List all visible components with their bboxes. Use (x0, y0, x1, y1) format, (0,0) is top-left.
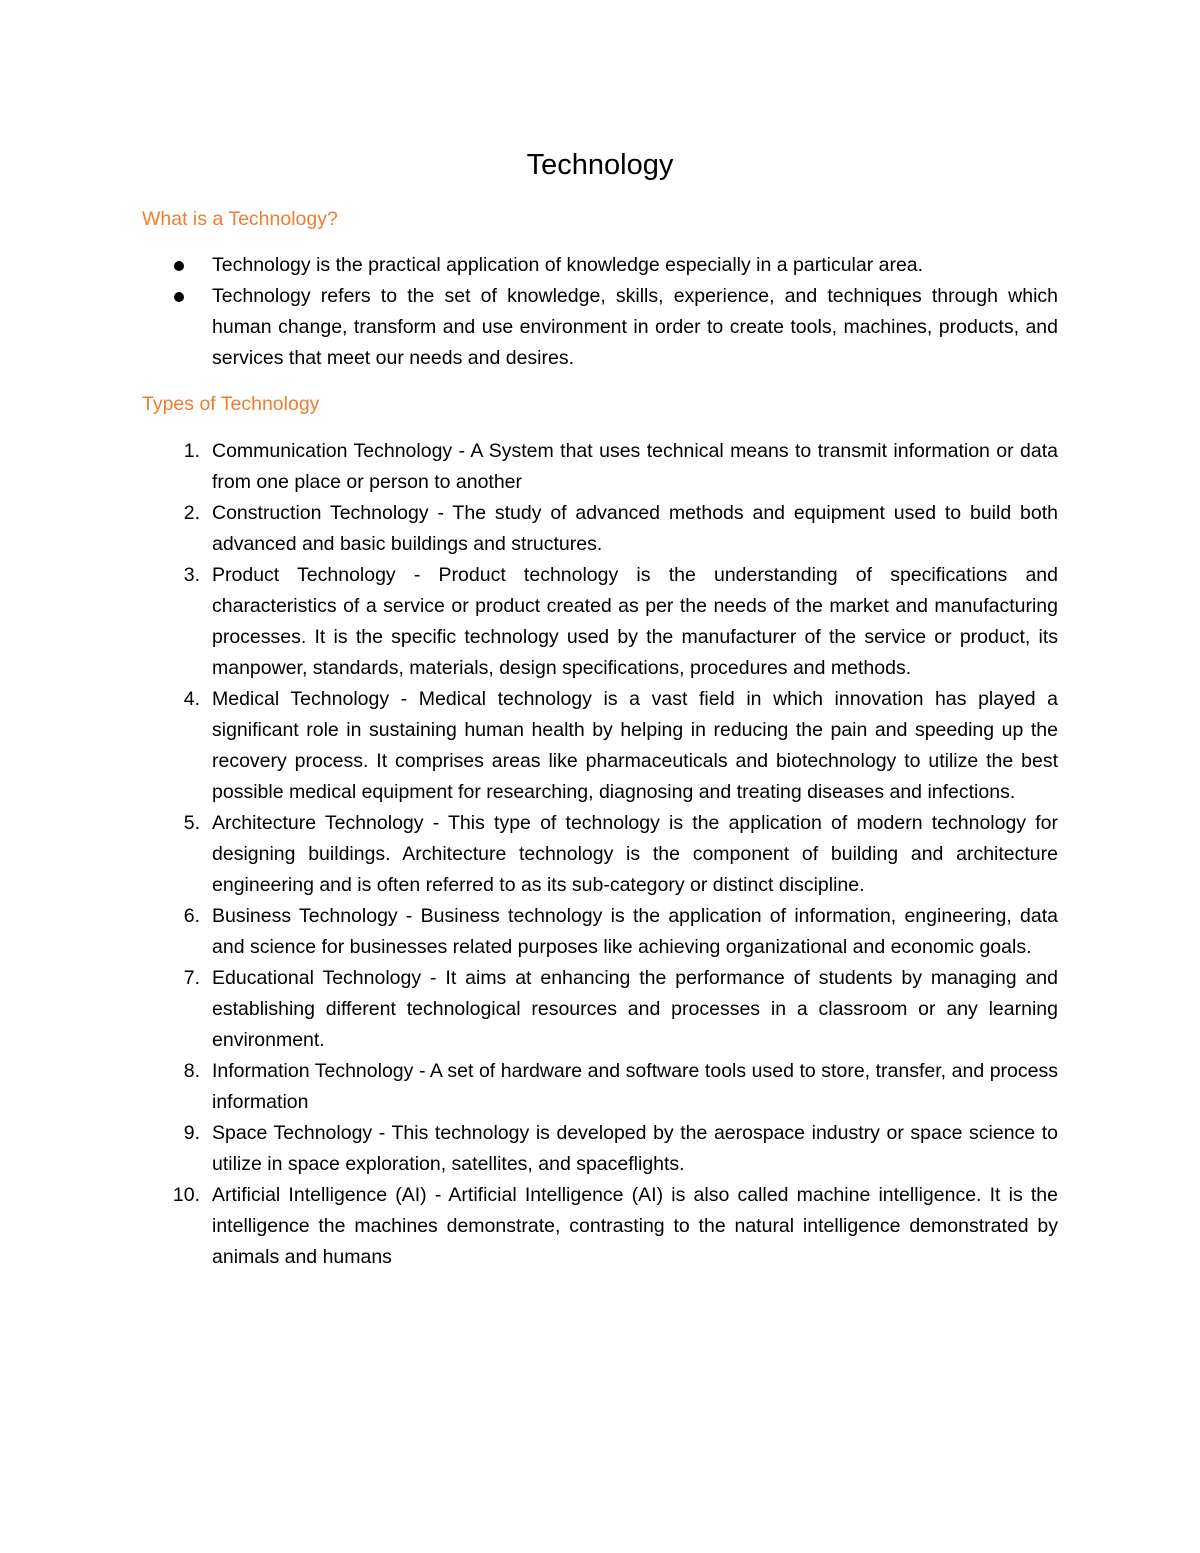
list-item-text: Space Technology - This technology is developed by the aerospace industry or space science to utilize in space exploration, satellites, and spaceflights. (212, 1122, 1058, 1175)
list-item (0, 436, 1200, 498)
list-item-number: 2. (183, 502, 200, 524)
list-item-text: Architecture Technology - This type of technology is the application of modern technology for designing buildings. Architecture technology is the component of building and architecture engineering and is often referred to as its sub-category or distinct discipline. (212, 812, 1058, 896)
list-item-text: Communication Technology - A System that uses technical means to transmit information or data from one place or person to another (212, 440, 1058, 493)
section-heading-what-is-technology: What is a Technology? (142, 208, 338, 230)
list-item-number: 8. (183, 1060, 200, 1082)
section-heading-types-of-technology: Types of Technology (142, 393, 320, 415)
list-item-text: Medical Technology - Medical technology is a vast field in which innovation has played a significant role in sustaining human health by helping in reducing the pain and speeding up the recovery process. It comprises areas like pharmaceuticals and biotechnology to utilize the best possible medical equipment for researching, diagnosing and treating diseases and infections. (212, 688, 1058, 803)
list-item (0, 498, 1200, 560)
list-item-text: Business Technology - Business technology is the application of information, engineering, data and science for businesses related purposes like achieving organizational and economic goals. (212, 905, 1058, 958)
list-item (0, 560, 1200, 684)
bullet-text: Technology is the practical application of knowledge especially in a particular area. (212, 254, 924, 276)
page-title: Technology (526, 149, 674, 181)
list-item (0, 963, 1200, 1056)
list-item (0, 1180, 1200, 1273)
bullet-text: Technology refers to the set of knowledge, skills, experience, and techniques through which human change, transform and use environment in order to create tools, machines, products, and services that meet our needs and desires. (212, 285, 1058, 369)
definition-bullet-list (0, 250, 1200, 374)
list-item-number: 6. (183, 905, 200, 927)
list-item-number: 9. (183, 1122, 200, 1144)
bullet-item (0, 250, 1200, 281)
list-item-number: 10. (172, 1184, 200, 1206)
bullet-dot-icon (174, 292, 184, 302)
list-item-number: 3. (183, 564, 200, 586)
list-item-number: 5. (183, 812, 200, 834)
list-item (0, 684, 1200, 808)
list-item-text: Educational Technology - It aims at enhancing the performance of students by managing and establishing different technological resources and processes in a classroom or any learning environment. (212, 967, 1058, 1051)
list-item-text: Artificial Intelligence (AI) - Artificial Intelligence (AI) is also called machine intelligence. It is the intelligence the machines demonstrate, contrasting to the natural intelligence demonstrated by animals and humans (212, 1184, 1058, 1268)
list-item (0, 901, 1200, 963)
bullet-item (0, 281, 1200, 374)
list-item-text: Information Technology - A set of hardware and software tools used to store, transfer, and process information (212, 1060, 1058, 1113)
list-item-number: 7. (183, 967, 200, 989)
bullet-dot-icon (174, 261, 184, 271)
list-item (0, 1056, 1200, 1118)
list-item (0, 808, 1200, 901)
list-item-text: Product Technology - Product technology is the understanding of specifications and characteristics of a service or product created as per the needs of the market and manufacturing processes. It is the specific technology used by the manufacturer of the service or product, its manpower, standards, materials, design specifications, procedures and methods. (212, 564, 1058, 679)
technology-types-list (0, 436, 1200, 1273)
list-item-number: 1. (183, 440, 200, 462)
list-item-number: 4. (183, 688, 200, 710)
list-item-text: Construction Technology - The study of advanced methods and equipment used to build both advanced and basic buildings and structures. (212, 502, 1058, 555)
list-item (0, 1118, 1200, 1180)
